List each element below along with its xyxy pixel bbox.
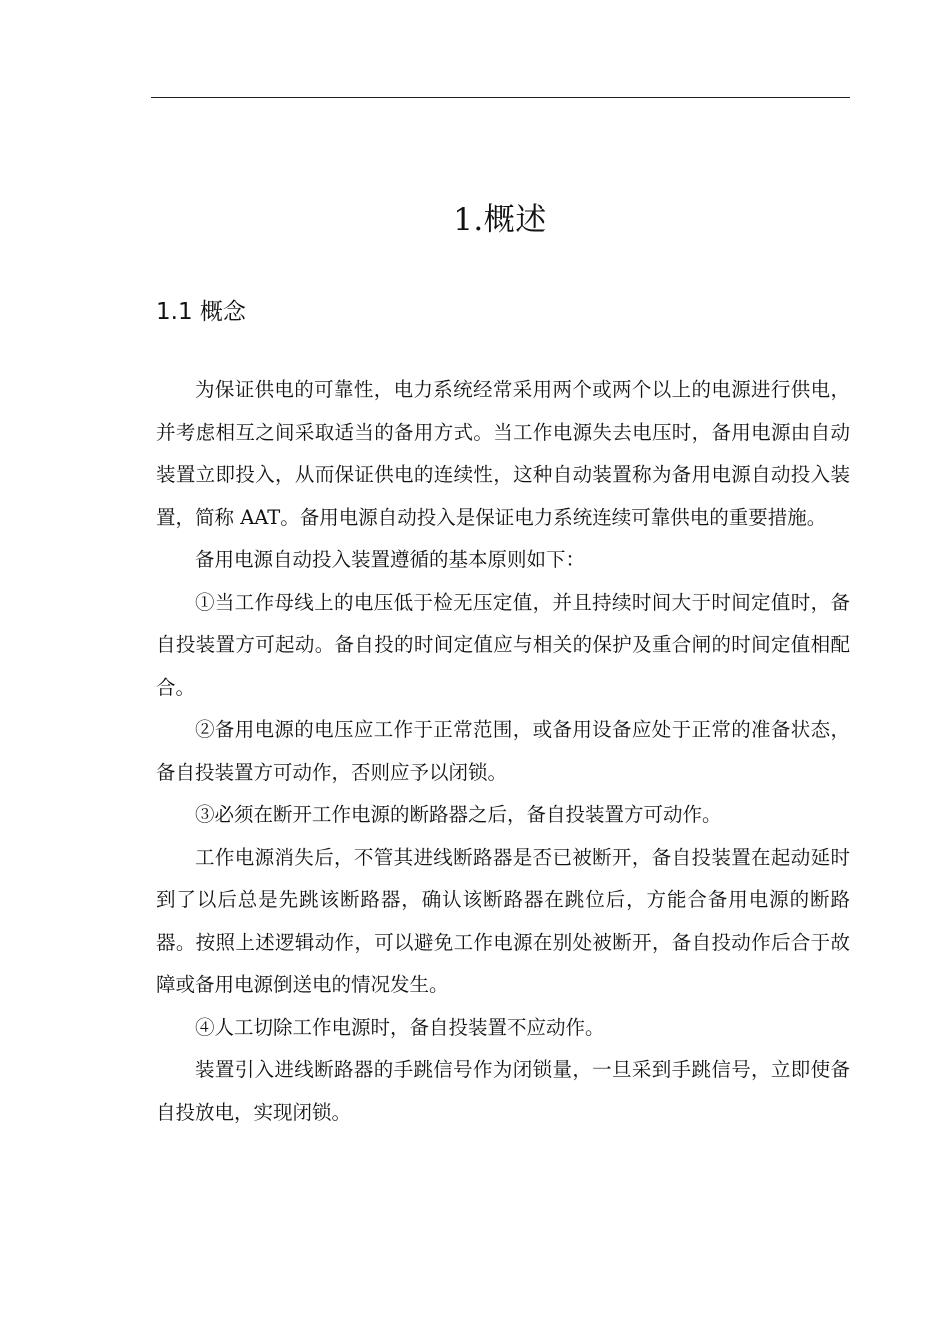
paragraph-principle-3: ③必须在断开工作电源的断路器之后，备自投装置方可动作。 — [195, 803, 722, 826]
paragraph-principle-1: ①当工作母线上的电压低于检无压定值，并且持续时间大于时间定值时，备自投装置方可起动。备自投的时间定值应与相关的保护及重合闸的时间定值相配合。 — [156, 590, 850, 699]
header-rule — [151, 97, 850, 98]
paragraph-principles-lead: 备用电源自动投入装置遵循的基本原则如下： — [195, 548, 586, 571]
section-title: 1.1 概念 — [156, 299, 246, 325]
paragraph-principle-2: ②备用电源的电压应工作于正常范围，或备用设备应处于正常的准备状态，备自投装置方可动作，否则应予以闭锁。 — [156, 718, 850, 784]
paragraph-intro: 为保证供电的可靠性，电力系统经常采用两个或两个以上的电源进行供电，并考虑相互之间采取适当的备用方式。当工作电源失去电压时，备用电源由自动装置立即投入，从而保证供电的连续性，这种自动装置称为备用电源自动投入装置，简称 AAT。备用电源自动投入是保证电力系统连续可靠供电的重要措施。 — [156, 378, 850, 529]
paragraph-principle-4: ④人工切除工作电源时，备自投装置不应动作。 — [195, 1015, 605, 1039]
body-text — [156, 369, 850, 1134]
paragraph-principle-4-detail: 装置引入进线断路器的手跳信号作为闭锁量，一旦采到手跳信号，立即使备自投放电，实现闭锁。 — [156, 1058, 850, 1124]
paragraph-principle-3-detail: 工作电源消失后，不管其进线断路器是否已被断开，备自投装置在起动延时到了以后总是先跳该断路器，确认该断路器在跳位后，方能合备用电源的断路器。按照上述逻辑动作，可以避免工作电源在别处被断开，备自投动作后合于故障或备用电源倒送电的情况发生。 — [156, 845, 850, 996]
chapter-title: 1.概述 — [453, 202, 547, 238]
